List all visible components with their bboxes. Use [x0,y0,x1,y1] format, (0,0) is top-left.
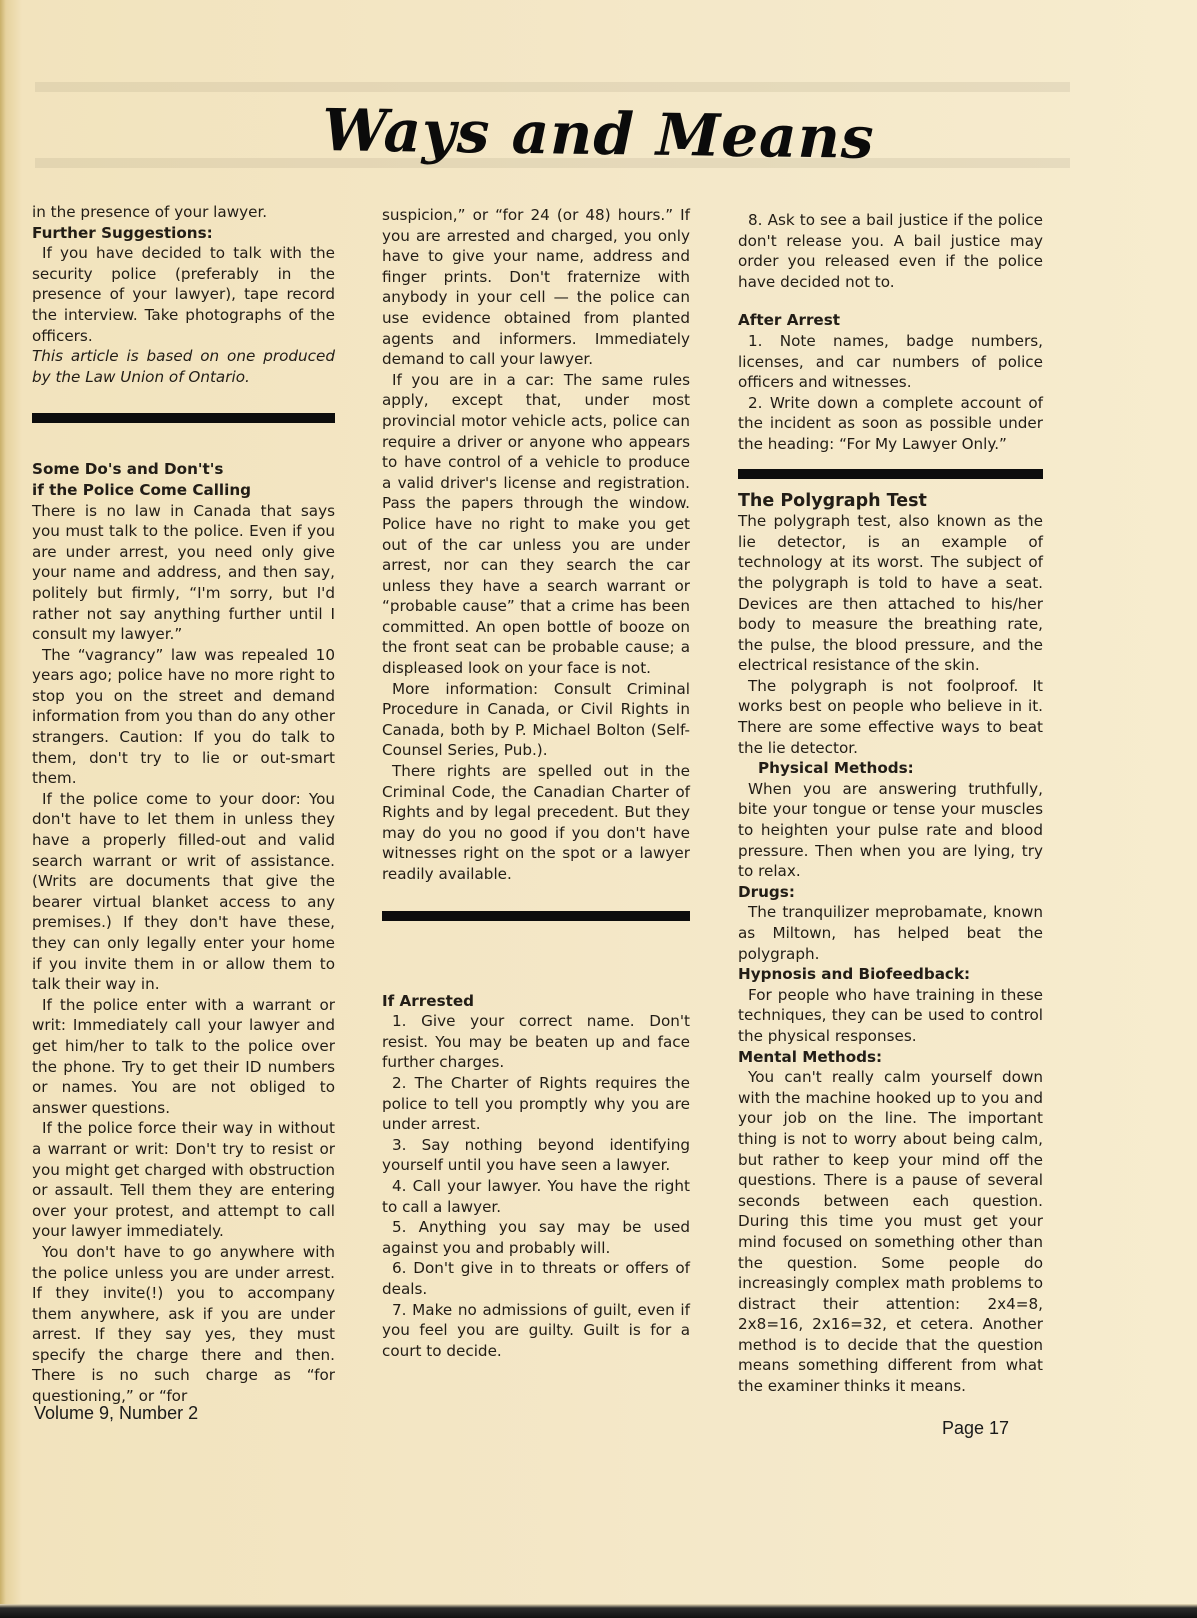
list-item: 1. Note names, badge numbers, licenses, and car numbers of police officers and witnesses. [738,331,1043,392]
paragraph: If you are in a car: The same rules apply, except that, under most provincial motor vehicle acts, police can require a driver or anyone who appears to have control of a vehicle to produce a valid driver's license and registration. Pass the papers through the window. Police have no right to make you get out of the car unless you are under arrest, nor can they search the car unless they have a search warrant or “probable cause” that a crime has been committed. An open bottle of booze on the front seat can be probable cause; a displeased look on your face is not. [382,370,690,678]
list-item: 5. Anything you say may be used against you and probably will. [382,1218,690,1257]
paragraph: The polygraph test, also known as the lie detector, is an example of technology at its worst. The subject of the polygraph is told to have a seat. Devices are then attached to his/her body to measure the breathing rate, the pulse, the blood pressure, and the electrical resistance of the skin. [738,512,1043,675]
list-item: 2. Write down a complete account of the incident as soon as possible under the heading: “For My Lawyer Only.” [738,393,1043,453]
section-heading-line-2: if the Police Come Calling [32,480,252,499]
column-2 [382,205,690,1361]
paragraph: You can't really calm yourself down with the machine hooked up to you and your job on the line. The important thing is not to worry about being calm, but rather to keep your mind off the questions. There is a pause of several seconds between each question. During this time you must get your mind focused on something other than the question. Some people do increasingly complex math problems to distract their attention: 2x4=8, 2x8=16, 2x16=32, et cetera. Another method is to decide that the question means something different from what the examiner thinks it means. [738,1068,1043,1396]
paragraph: You don't have to go anywhere with the police unless you are under arrest. If they invite(!) you to accompany them anywhere, ask if you are under arrest. If they say yes, they must specify the charge there and then. There is no such charge as “for questioning,” or “for [32,1242,335,1406]
if-arrested-heading: If Arrested [382,991,475,1010]
paragraph: When you are answering truthfully, bite your tongue or tense your muscles to heighten your pulse rate and blood pressure. Then when you are lying, try to relax. [738,779,1043,881]
continued-text: suspicion,” or “for 24 (or 48) hours.” If you are arrested and charged, you only have to give your name, address and finger prints. Don't fraternize with anybody in your cell — the police can use evidence obtained from planted agents and informers. Immediately demand to call your lawyer. [382,206,690,369]
paragraph: There rights are spelled out in the Criminal Code, the Canadian Charter of Rights and by legal precedent. But they may do you no good if you don't have witnesses right on the spot or a lawyer readily available. [382,762,690,883]
paragraph: For people who have training in these techniques, they can be used to control the physical responses. [738,985,1043,1045]
article-credit: This article is based on one produced by the Law Union of Ontario. [32,347,335,386]
paragraph: The “vagrancy” law was repealed 10 years ago; police have no more right to stop you on the street and demand information from you than do any other strangers. Caution: If you do talk to them, don't try to lie or out-smart them. [32,645,335,788]
page-title: Ways and Means [321,96,876,172]
list-item: 3. Say nothing beyond identifying yourself until you have seen a lawyer. [382,1135,690,1175]
list-item: 4. Call your lawyer. You have the right to call a lawyer. [382,1176,690,1216]
paragraph: If the police enter with a warrant or writ: Immediately call your lawyer and get him/her to talk to the police over the phone. Try to get their ID numbers or names. You are not obliged to answer questions. [32,995,335,1117]
paragraph: There is no law in Canada that says you must talk to the police. Even if you are under arrest, you need only give your name and address, and then say, politely but firmly, “I'm sorry, but I'd rather not say anything further until I consult my lawyer.” [32,501,335,644]
section-divider [32,413,335,423]
bleed-through-rule [35,82,1070,92]
section-divider [738,469,1043,479]
hypnosis-heading: Hypnosis and Biofeedback: [738,965,971,984]
further-suggestions-heading: Further Suggestions: [32,223,213,242]
paragraph: If the police force their way in without a warrant or writ: Don't try to resist or you might get charged with obstruction or assault. Tell them they are entering over your protest, and attempt to call your lawyer immediately. [32,1119,335,1241]
list-item: 1. Give your correct name. Don't resist. You may be beaten up and face further charges. [382,1012,690,1072]
column-1 [32,202,335,1407]
continued-text: in the presence of your lawyer. [32,203,268,221]
list-item: 2. The Charter of Rights requires the police to tell you promptly why you are under arrest. [382,1073,690,1134]
mental-methods-heading: Mental Methods: [738,1047,883,1066]
further-suggestions-text: If you have decided to talk with the security police (preferably in the presence of your lawyer), tape record the interview. Take photographs of the officers. [32,244,335,345]
volume-label: Volume 9, Number 2 [34,1403,199,1423]
paragraph: If the police come to your door: You don't have to let them in unless they have a properly filled-out and valid search warrant or writ of assistance. (Writs are documents that give the bearer virtual blanket access to any premises.) If they don't have these, they can only legally enter your home if you invite them in or allow them to talk their way in. [32,789,335,994]
page-number: Page 17 [942,1418,1010,1438]
after-arrest-heading: After Arrest [738,311,841,330]
paragraph: The tranquilizer meprobamate, known as Miltown, has helped beat the polygraph. [738,903,1043,963]
section-heading-line-1: Some Do's and Don't's [32,460,224,479]
physical-methods-heading: Physical Methods: [758,759,914,778]
paragraph: More information: Consult Criminal Procedure in Canada, or Civil Rights in Canada, both by P. Michael Bolton (Self-Counsel Series, Pub.). [382,679,690,760]
section-divider [382,911,690,921]
polygraph-heading: The Polygraph Test [738,490,927,511]
drugs-heading: Drugs: [738,882,795,901]
list-item: 6. Don't give in to threats or offers of deals. [382,1259,690,1298]
paragraph: The polygraph is not foolproof. It works best on people who believe in it. There are some effective ways to beat the lie detector. [738,676,1043,757]
column-3 [738,210,1043,1397]
list-item: 7. Make no admissions of guilt, even if you feel you are guilty. Guilt is for a court to decide. [382,1300,690,1360]
list-item: 8. Ask to see a bail justice if the police don't release you. A bail justice may order you released even if the police have decided not to. [738,211,1043,291]
